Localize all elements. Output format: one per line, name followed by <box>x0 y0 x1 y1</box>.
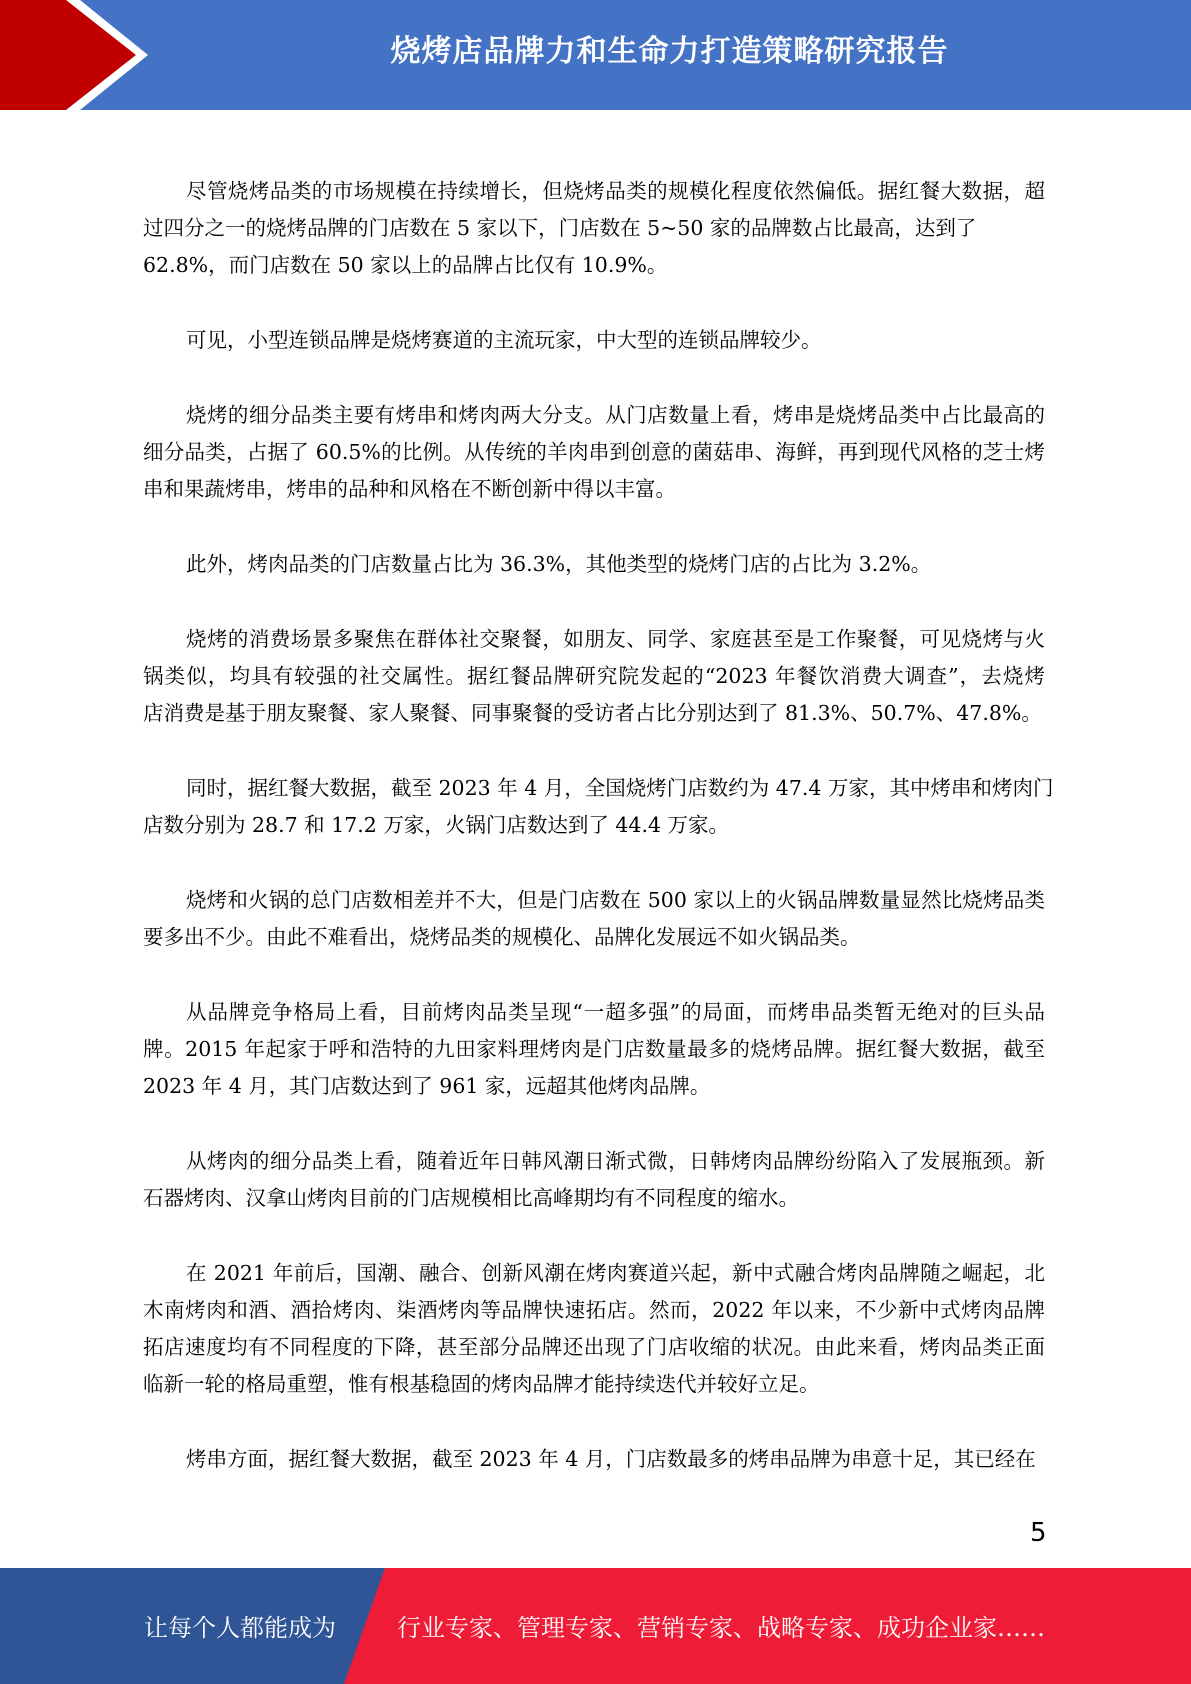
paragraph-line: 2023 年 4 月，其门店数达到了 961 家，远超其他烤肉品牌。 <box>143 1074 711 1098</box>
paragraph <box>143 397 1045 508</box>
paragraph-line: 烧烤和火锅的总门店数相差并不大，但是门店数在 500 家以上的火锅品牌数量显然比烧烤品类 <box>186 888 1045 912</box>
paragraph-line: 此外，烤肉品类的门店数量占比为 36.3%，其他类型的烧烤门店的占比为 3.2%。 <box>186 552 932 576</box>
paragraph-line: 从品牌竞争格局上看，目前烤肉品类呈现“一超多强”的局面，而烤串品类暂无绝对的巨头品 <box>186 1000 1045 1024</box>
paragraph-line: 烧烤的消费场景多聚焦在群体社交聚餐，如朋友、同学、家庭甚至是工作聚餐，可见烧烤与火 <box>186 627 1045 651</box>
paragraph-line: 锅类似，均具有较强的社交属性。据红餐品牌研究院发起的“2023 年餐饮消费大调查”，去烧烤 <box>143 664 1045 688</box>
page-footer <box>0 1568 1191 1684</box>
paragraph-line: 拓店速度均有不同程度的下降，甚至部分品牌还出现了门店收缩的状况。由此来看，烤肉品类正面 <box>143 1335 1045 1359</box>
paragraph-line: 细分品类，占据了 60.5%的比例。从传统的羊肉串到创意的菌菇串、海鲜，再到现代风格的芝士烤 <box>143 440 1045 464</box>
paragraph-line: 店数分别为 28.7 和 17.2 万家，火锅门店数达到了 44.4 万家。 <box>143 813 730 837</box>
paragraph-line: 在 2021 年前后，国潮、融合、创新风潮在烤肉赛道兴起，新中式融合烤肉品牌随之崛起，北 <box>186 1261 1045 1285</box>
paragraph <box>143 1255 1045 1403</box>
document-body <box>143 173 1054 1516</box>
paragraph-line: 可见，小型连锁品牌是烧烤赛道的主流玩家，中大型的连锁品牌较少。 <box>186 328 822 352</box>
paragraph-line: 木南烤肉和酒、酒拾烤肉、柒酒烤肉等品牌快速拓店。然而，2022 年以来，不少新中式烤肉品牌 <box>143 1298 1045 1322</box>
page-header <box>0 0 1191 110</box>
paragraph-line: 牌。2015 年起家于呼和浩特的九田家料理烤肉是门店数量最多的烧烤品牌。据红餐大数据，截至 <box>143 1037 1045 1061</box>
paragraph <box>143 546 1045 583</box>
paragraph <box>143 173 1045 284</box>
paragraph <box>143 621 1045 732</box>
report-title: 烧烤店品牌力和生命力打造策略研究报告 <box>390 34 949 69</box>
paragraph-line: 要多出不少。由此不难看出，烧烤品类的规模化、品牌化发展远不如火锅品类。 <box>143 925 861 949</box>
paragraph-line: 尽管烧烤品类的市场规模在持续增长，但烧烤品类的规模化程度依然偏低。据红餐大数据，超 <box>186 179 1045 203</box>
paragraph-line: 店消费是基于朋友聚餐、家人聚餐、同事聚餐的受访者占比分别达到了 81.3%、50.7%、47.8%。 <box>143 701 1042 725</box>
footer-slogan-left: 让每个人都能成为 <box>144 1614 336 1642</box>
paragraph <box>143 994 1045 1105</box>
paragraph-line: 过四分之一的烧烤品牌的门店数在 5 家以下，门店数在 5~50 家的品牌数占比最高，达到了 <box>143 216 977 240</box>
paragraph <box>143 322 1045 359</box>
paragraph-line: 临新一轮的格局重塑，惟有根基稳固的烤肉品牌才能持续迭代并较好立足。 <box>143 1372 820 1396</box>
paragraph <box>143 882 1045 956</box>
paragraph <box>143 1143 1045 1217</box>
paragraph-line: 同时，据红餐大数据，截至 2023 年 4 月，全国烧烤门店数约为 47.4 万家，其中烤串和烤肉门 <box>186 776 1054 800</box>
paragraph-line: 烤串方面，据红餐大数据，截至 2023 年 4 月，门店数最多的烤串品牌为串意十足，其已经在 <box>186 1447 1036 1471</box>
paragraph-line: 串和果蔬烤串，烤串的品种和风格在不断创新中得以丰富。 <box>143 477 676 501</box>
paragraph <box>143 770 1054 844</box>
paragraph <box>143 1441 1045 1478</box>
page-number: 5 <box>1030 1518 1047 1548</box>
paragraph-line: 烧烤的细分品类主要有烤串和烤肉两大分支。从门店数量上看，烤串是烧烤品类中占比最高的 <box>186 403 1045 427</box>
paragraph-line: 62.8%，而门店数在 50 家以上的品牌占比仅有 10.9%。 <box>143 253 668 277</box>
paragraph-line: 从烤肉的细分品类上看，随着近年日韩风潮日渐式微，日韩烤肉品牌纷纷陷入了发展瓶颈。新 <box>186 1149 1045 1173</box>
paragraph-line: 石器烤肉、汉拿山烤肉目前的门店规模相比高峰期均有不同程度的缩水。 <box>143 1186 799 1210</box>
footer-slogan-right: 行业专家、管理专家、营销专家、战略专家、成功企业家…… <box>397 1614 1045 1642</box>
